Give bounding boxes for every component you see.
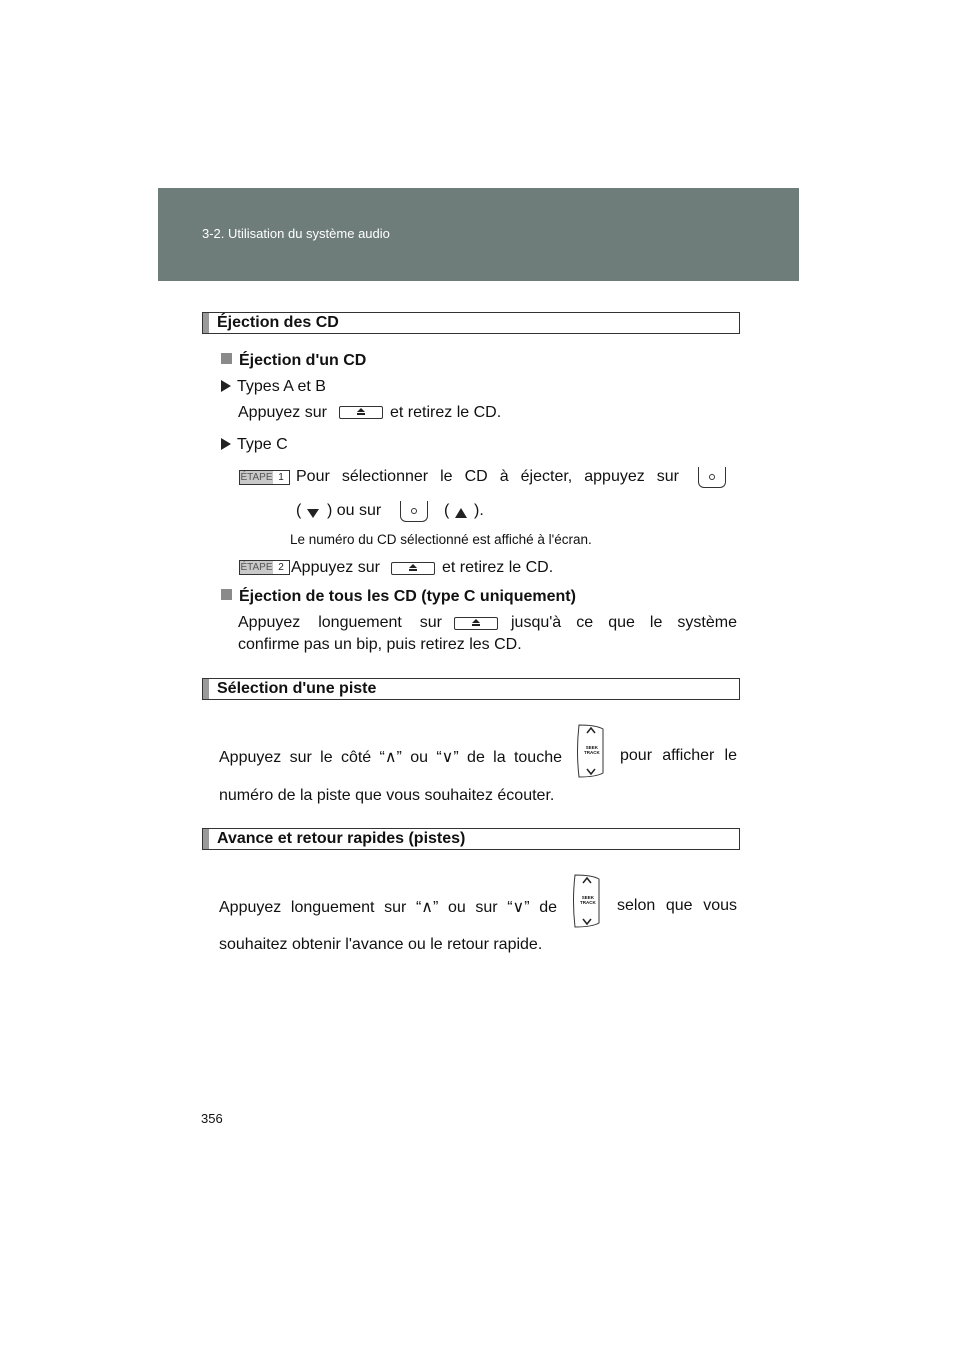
triangle-bullet-icon xyxy=(221,380,231,392)
step2-text-b: et retirez le CD. xyxy=(442,559,554,576)
all-line1-text-b: jusqu'à ce que le système xyxy=(511,614,737,631)
bullet-type-c: Type C xyxy=(221,436,288,454)
step1-or: ) ou sur xyxy=(327,502,382,519)
seek-track-icon: SEEK TRACK xyxy=(572,873,602,929)
step1-paren-close: ). xyxy=(474,502,484,519)
section-heading-track xyxy=(202,678,740,700)
section-heading-fast xyxy=(202,828,740,850)
step1-note: Le numéro du CD sélectionné est affiché à l'écran. xyxy=(290,532,592,547)
all-line2-text: confirme pas un bip, puis retirez les CD. xyxy=(238,636,522,653)
page-number: 356 xyxy=(201,1111,223,1126)
track-line1-text-a: Appuyez sur le côté “∧” ou “∨” de la touche xyxy=(219,749,562,766)
section-heading-text: Éjection des CD xyxy=(217,314,339,331)
eject-button-icon xyxy=(339,406,383,419)
eject-button-icon xyxy=(454,617,498,630)
select-button-icon xyxy=(698,467,726,488)
step1-paren-open-2: ( xyxy=(444,502,450,519)
fast-line1-text-a: Appuyez longuement sur “∧” ou sur “∨” de xyxy=(219,899,557,916)
track-line2-text: numéro de la piste que vous souhaitez écouter. xyxy=(219,787,555,804)
triangle-bullet-icon xyxy=(221,438,231,450)
seek-track-icon: SEEK TRACK xyxy=(576,723,606,779)
types-ab-text-b: et retirez le CD. xyxy=(390,404,502,421)
bullet-types-ab: Types A et B xyxy=(221,378,326,396)
up-arrow-icon xyxy=(455,505,467,523)
step1-text: Pour sélectionner le CD à éjecter, appuyez sur xyxy=(296,468,679,485)
step1-paren-open: ( xyxy=(296,502,302,519)
fast-line1-text-b: selon que vous xyxy=(617,897,737,914)
square-bullet-icon xyxy=(221,353,232,364)
eject-button-icon xyxy=(391,562,435,575)
select-button-icon xyxy=(400,501,428,522)
section-heading-text: Sélection d'une piste xyxy=(217,680,377,697)
step-badge-2: ÉTAPE 2 xyxy=(239,560,290,575)
section-title: 3-2. Utilisation du système audio xyxy=(202,226,390,241)
fast-line2-text: souhaitez obtenir l'avance ou le retour rapide. xyxy=(219,936,543,953)
section-heading-text: Avance et retour rapides (pistes) xyxy=(217,830,466,847)
all-line1-text-a: Appuyez longuement sur xyxy=(238,614,442,631)
track-line1-text-b: pour afficher le xyxy=(620,747,737,764)
section-heading-eject xyxy=(202,312,740,334)
down-arrow-icon xyxy=(307,505,319,523)
types-ab-text-a: Appuyez sur xyxy=(238,404,327,421)
subheading-all-cd: Éjection de tous les CD (type C uniquement) xyxy=(221,588,576,606)
step2-text-a: Appuyez sur xyxy=(291,559,380,576)
subheading-one-cd: Éjection d'un CD xyxy=(221,352,366,370)
square-bullet-icon xyxy=(221,589,232,600)
header-band xyxy=(158,188,799,281)
step-badge-1: ÉTAPE 1 xyxy=(239,470,290,485)
